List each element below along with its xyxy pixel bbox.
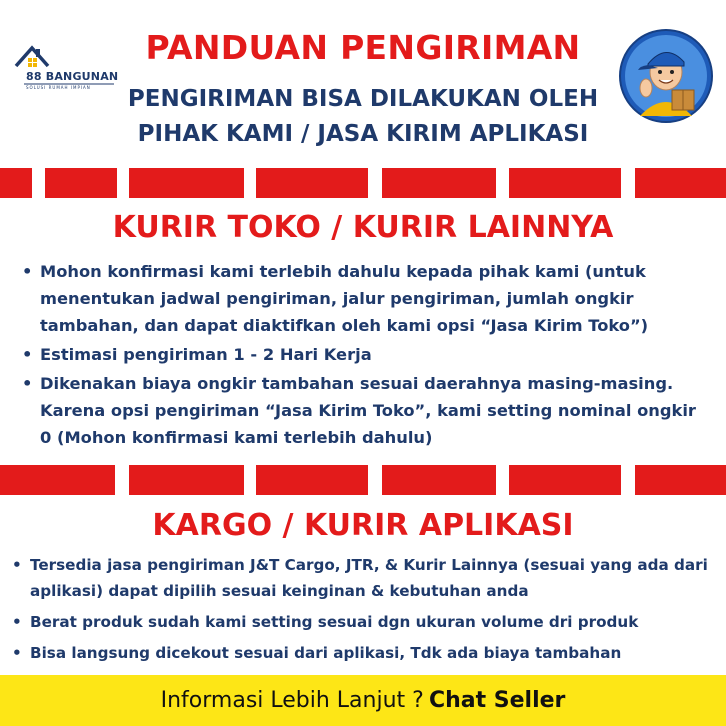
list-item <box>10 640 716 666</box>
divider-stripe-middle <box>0 465 726 495</box>
bullet-icon: • <box>12 644 22 662</box>
delivery-man-icon <box>618 28 714 124</box>
subtitle-line-2: PIHAK KAMI / JASA KIRIM APLIKASI <box>137 121 589 147</box>
bullet-icon: • <box>12 556 22 574</box>
logo-tagline: SOLUSI RUMAH IMPIAN <box>26 85 91 90</box>
list-item <box>20 341 710 368</box>
bullet-icon: • <box>22 262 33 281</box>
bullet-icon: • <box>22 345 33 364</box>
logo-brand-name: 88 BANGUNAN <box>26 70 119 83</box>
list-item <box>10 552 716 604</box>
section-heading-kargo: KARGO / KURIR APLIKASI <box>152 508 574 543</box>
chat-seller-cta[interactable]: Chat Seller <box>428 688 566 713</box>
list-item-text: Estimasi pengiriman 1 - 2 Hari Kerja <box>40 345 372 364</box>
footer-banner <box>0 675 726 726</box>
section-heading-kurir-toko: KURIR TOKO / KURIR LAINNYA <box>112 210 614 245</box>
list-item-text: Berat produk sudah kami setting sesuai dgn ukuran volume dri produk <box>30 613 639 631</box>
list-item-text: Mohon konfirmasi kami terlebih dahulu kepada pihak kami (untuk menentukan jadwal pengiriman, jalur pengiriman, jumlah ongkir tambahan, dan dapat diaktifkan oleh kami opsi “Jasa Kirim Toko”) <box>40 262 649 335</box>
bullet-icon: • <box>12 613 22 631</box>
bullet-icon: • <box>22 374 33 393</box>
subtitle-line-1: PENGIRIMAN BISA DILAKUKAN OLEH <box>127 86 599 112</box>
list-item <box>10 609 716 635</box>
list-item-text: Bisa langsung dicekout sesuai dari aplikasi, Tdk ada biaya tambahan <box>30 644 622 662</box>
kurir-toko-list <box>20 258 710 453</box>
list-item <box>20 370 710 451</box>
divider-stripe-top <box>0 168 726 198</box>
kargo-list <box>10 552 716 671</box>
list-item-text: Tersedia jasa pengiriman J&T Cargo, JTR, & Kurir Lainnya (sesuai yang ada dari aplikasi) dapat dipilih sesuai keinginan & kebutuhan anda <box>30 556 708 600</box>
list-item <box>20 258 710 339</box>
list-item-text: Dikenakan biaya ongkir tambahan sesuai daerahnya masing-masing. Karena opsi pengiriman “Jasa Kirim Toko”, kami setting nominal ongkir 0 (Mohon konfirmasi kami terlebih dahulu) <box>40 374 696 447</box>
footer-info-text: Informasi Lebih Lanjut ? <box>160 688 424 713</box>
page-title: PANDUAN PENGIRIMAN <box>145 28 581 67</box>
